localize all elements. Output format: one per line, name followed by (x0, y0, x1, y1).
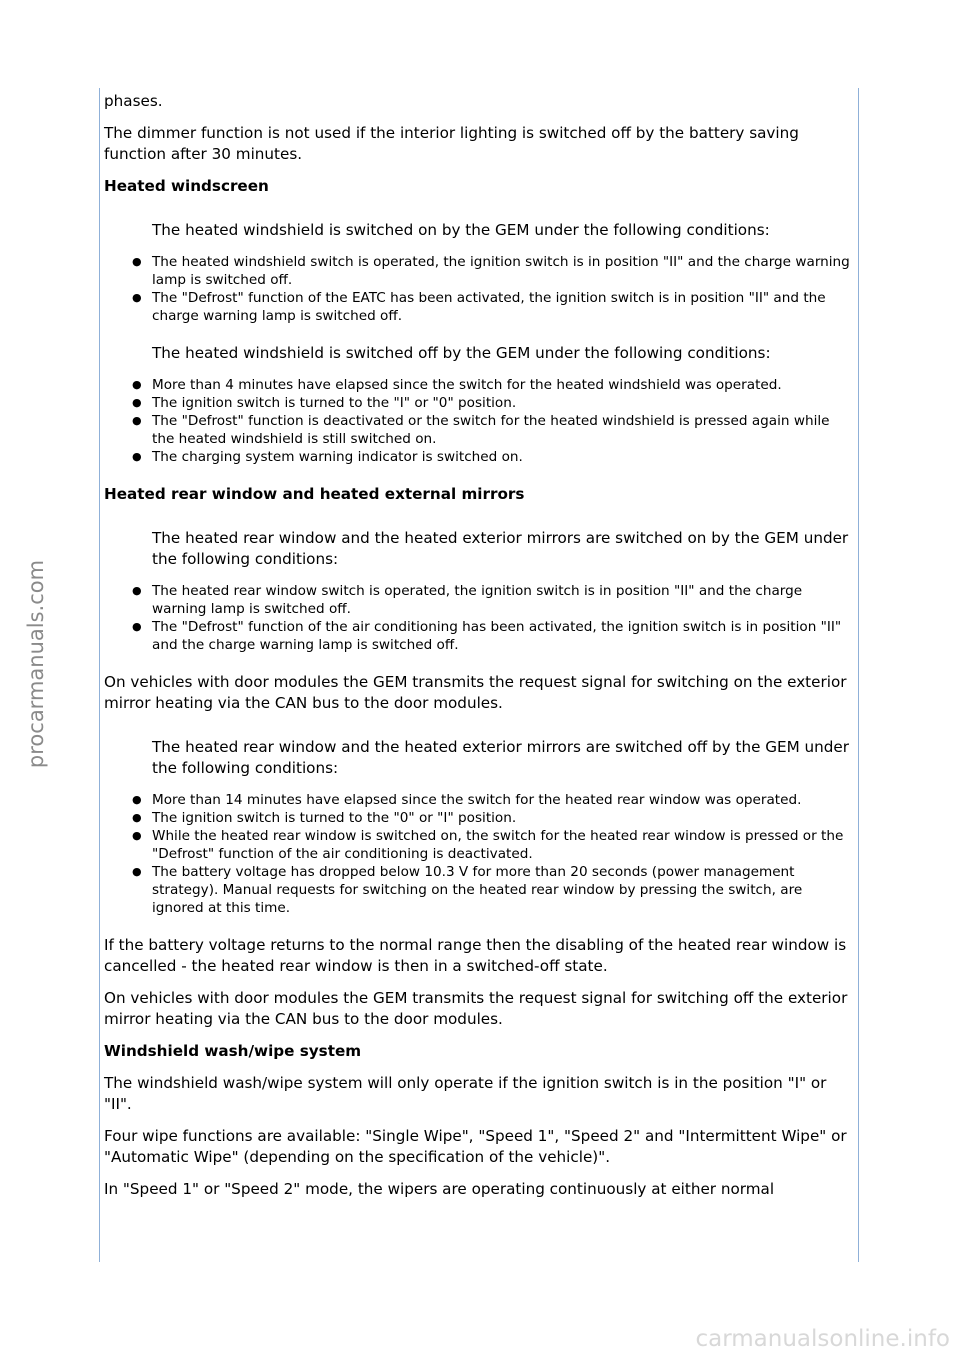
list-item: ● While the heated rear window is switched on, the switch for the heated rear window is pressed or the "Defrost" function of the air conditioning is deactivated. (152, 827, 850, 863)
indented-paragraph: The heated rear window and the heated exterior mirrors are switched off by the GEM under the following conditions: (152, 738, 850, 777)
indented-paragraph: The heated rear window and the heated exterior mirrors are switched on by the GEM under the following conditions: (152, 529, 849, 568)
paragraph: On vehicles with door modules the GEM transmits the request signal for switching on the exterior mirror heating via the CAN bus to the door modules. (104, 673, 847, 712)
section-heading-heated-rear-window: Heated rear window and heated external mirrors (104, 485, 525, 503)
list-item: ● The heated rear window switch is operated, the ignition switch is in position "II" and the charge warning lamp is switched off. (152, 582, 850, 618)
side-watermark: procarmanuals.com (24, 559, 48, 769)
paragraph: The dimmer function is not used if the interior lighting is switched off by the battery saving function after 30 minutes. (104, 124, 799, 163)
paragraph: The windshield wash/wipe system will only operate if the ignition switch is in the position "I" or "II". (104, 1074, 827, 1113)
left-margin-rule (99, 88, 100, 1262)
list-item: ● The battery voltage has dropped below 10.3 V for more than 20 seconds (power management strategy). Manual requests for switching on the heated rear window by pressing the switch, are ignored at this time. (152, 863, 850, 917)
footer-watermark: carmanualsonline.info (695, 1326, 950, 1352)
list-item: ● The ignition switch is turned to the "0" or "I" position. (152, 809, 850, 827)
paragraph: In "Speed 1" or "Speed 2" mode, the wipers are operating continuously at either normal (104, 1180, 775, 1198)
list-item: ● The charging system warning indicator is switched on. (152, 448, 850, 466)
bullet-list (104, 376, 850, 466)
list-item: ● The "Defrost" function of the EATC has been activated, the ignition switch is in position "II" and the charge warning lamp is switched off. (152, 289, 850, 325)
indented-paragraph: The heated windshield is switched off by the GEM under the following conditions: (152, 344, 771, 362)
indented-paragraph: The heated windshield is switched on by the GEM under the following conditions: (152, 221, 770, 239)
list-item: ● The "Defrost" function is deactivated or the switch for the heated windshield is pressed again while the heated windshield is still switched on. (152, 412, 850, 448)
list-item: ● More than 4 minutes have elapsed since the switch for the heated windshield was operated. (152, 376, 850, 394)
bullet-list (104, 582, 850, 654)
manual-page-content (104, 91, 850, 1211)
list-item: ● The heated windshield switch is operated, the ignition switch is in position "II" and the charge warning lamp is switched off. (152, 253, 850, 289)
section-heading-heated-windscreen: Heated windscreen (104, 177, 269, 195)
list-item: ● More than 14 minutes have elapsed since the switch for the heated rear window was operated. (152, 791, 850, 809)
paragraph: Four wipe functions are available: "Single Wipe", "Speed 1", "Speed 2" and "Intermittent Wipe" or "Automatic Wipe" (depending on the specification of the vehicle)". (104, 1127, 847, 1166)
paragraph: phases. (104, 92, 163, 110)
bullet-list (104, 253, 850, 325)
paragraph: If the battery voltage returns to the normal range then the disabling of the heated rear window is cancelled - the heated rear window is then in a switched-off state. (104, 936, 847, 975)
right-margin-rule (858, 88, 859, 1262)
section-heading-windshield-wash-wipe: Windshield wash/wipe system (104, 1042, 362, 1060)
list-item: ● The ignition switch is turned to the "I" or "0" position. (152, 394, 850, 412)
bullet-list (104, 791, 850, 917)
list-item: ● The "Defrost" function of the air conditioning has been activated, the ignition switch is in position "II" and the charge warning lamp is switched off. (152, 618, 850, 654)
paragraph: On vehicles with door modules the GEM transmits the request signal for switching off the exterior mirror heating via the CAN bus to the door modules. (104, 989, 848, 1028)
